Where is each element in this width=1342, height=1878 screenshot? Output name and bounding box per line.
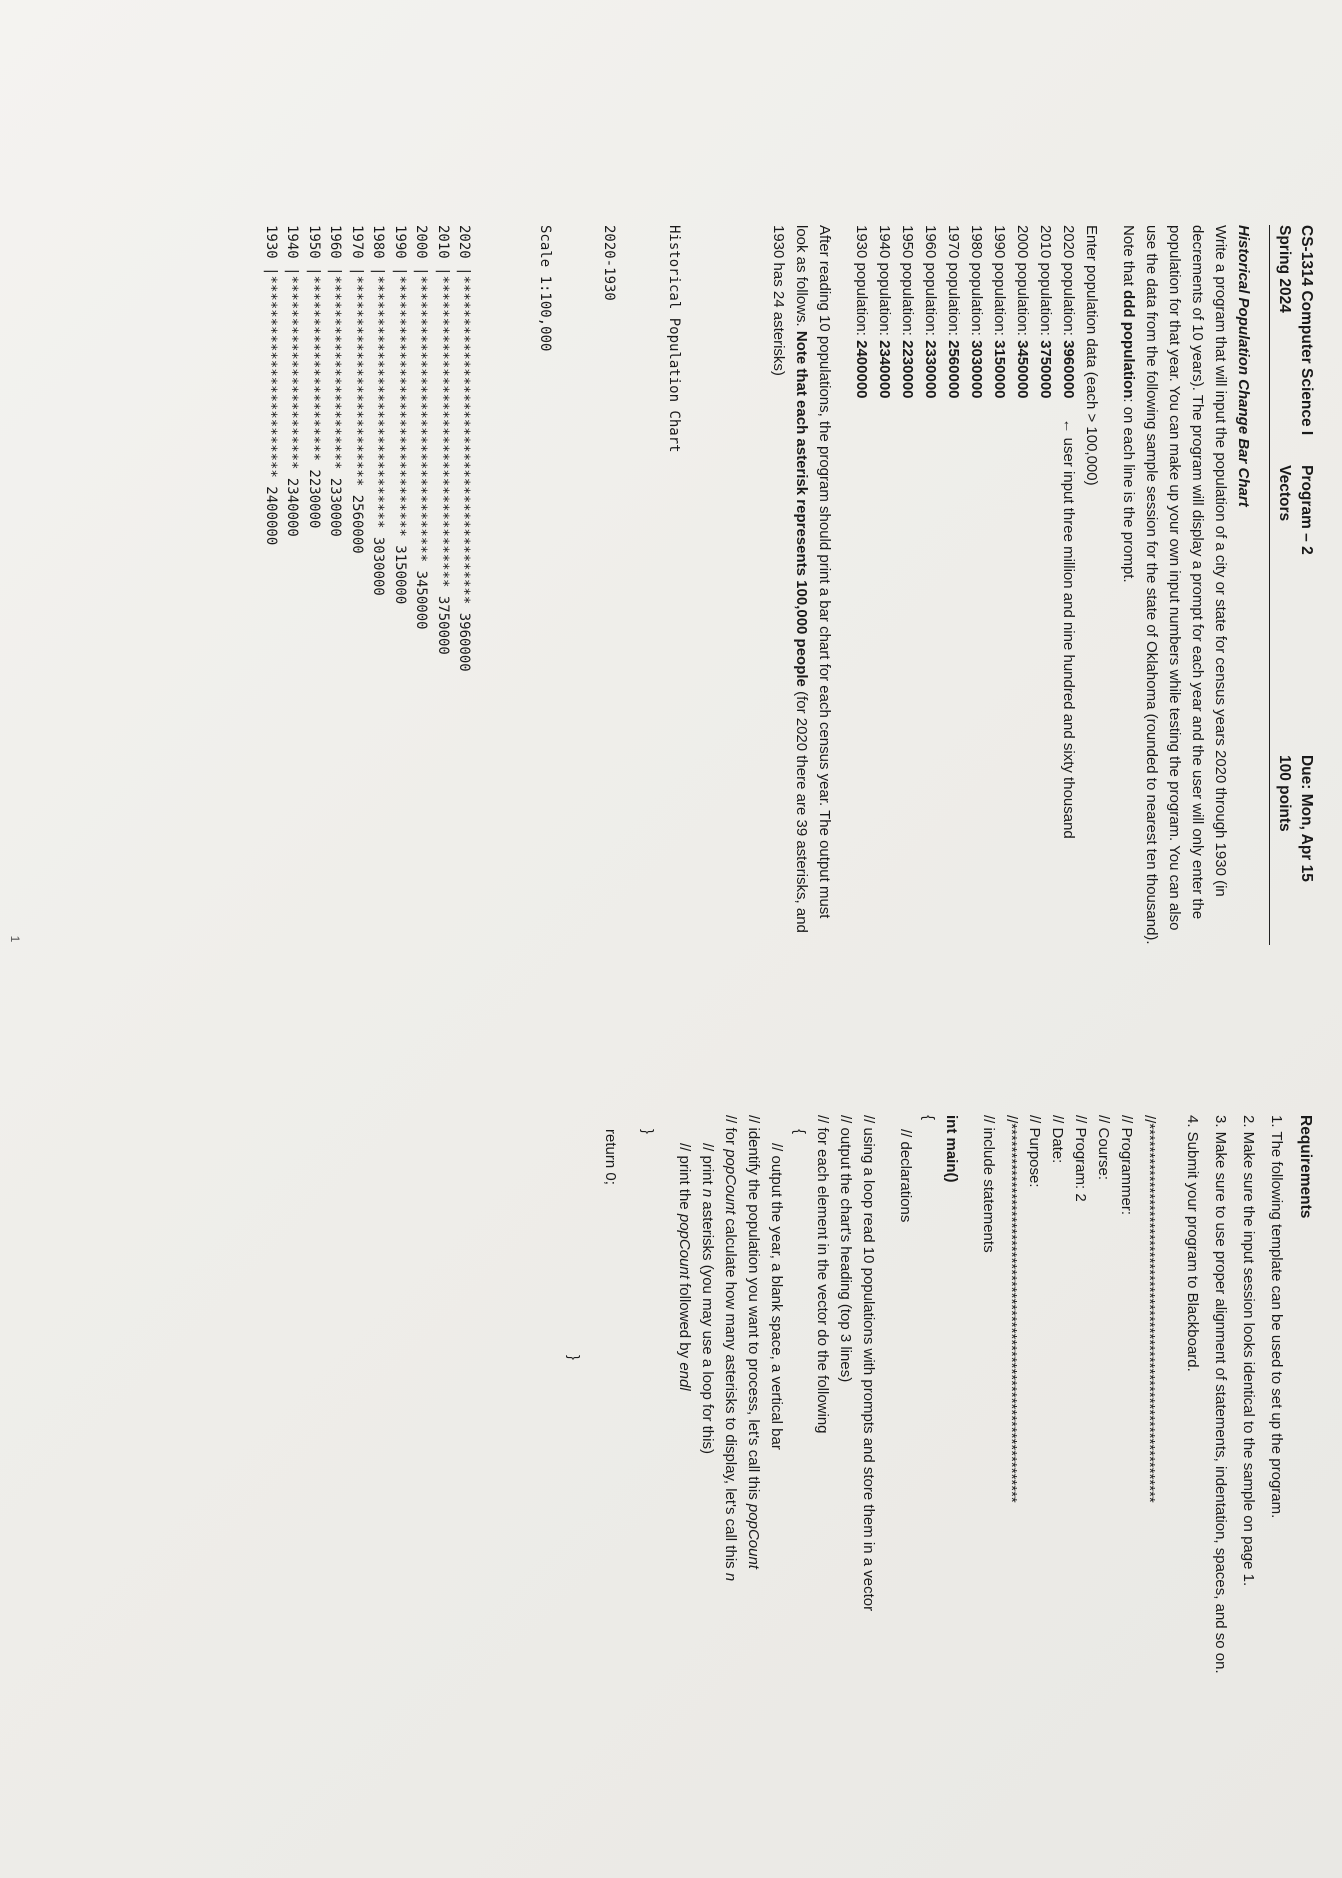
tpl-print-n bbox=[696, 1115, 719, 1855]
after-text-end: (for 2020 there are 39 asterisks, and 1930 has 24 asterisks) bbox=[770, 225, 810, 933]
session-entry-value: 3150000 bbox=[991, 340, 1008, 399]
session-prompt: Enter population data (each > 100,000) bbox=[1083, 225, 1100, 486]
chart-row: 1940 |*********************** 2340000 bbox=[284, 225, 301, 537]
requirements-list bbox=[1181, 1115, 1288, 1855]
tpl-main: int main() bbox=[943, 1115, 960, 1183]
session-entry-value: 3960000 bbox=[1060, 340, 1077, 399]
tpl-for-each: // for each element in the vector do the following bbox=[814, 1115, 831, 1434]
tpl-course: // Course: bbox=[1095, 1115, 1112, 1181]
chart-row: 1990 |******************************* 3150000 bbox=[392, 225, 408, 605]
session-annotation: ← user input three million and nine hundred and sixty thousand bbox=[1060, 418, 1077, 839]
requirement-item: 3. Make sure to use proper alignment of statements, indentation, spaces, and so on. bbox=[1212, 1115, 1229, 1674]
right-column bbox=[562, 1115, 1317, 1855]
session-entry-label: 2020 population: bbox=[1060, 225, 1077, 341]
tpl-program: // Program: 2 bbox=[1072, 1115, 1089, 1202]
tpl-loop-read: // using a loop read 10 populations with prompts and store them in a vector bbox=[860, 1115, 877, 1612]
chart-row: 2000 |********************************** 3450000 bbox=[413, 225, 430, 630]
session-entry-value: 3750000 bbox=[1037, 340, 1054, 399]
chart-row: 1950 |********************** 2230000 bbox=[306, 225, 322, 529]
session-entry bbox=[1057, 225, 1080, 945]
tpl-output-year: // output the year, a blank space, a vertical bar bbox=[768, 1143, 785, 1450]
chart-heading bbox=[491, 225, 728, 945]
chart-row: 1960 |*********************** 2330000 bbox=[327, 225, 344, 537]
description-text: Write a program that will input the population of a city or state for census years 2020 through 1930 (in decrements of 10 years). The program will display a prompt for each year and the user will only enter the population for that year. You can make up your own input numbers while testing the program. You can also use the data from the following sample session for the state of Oklahoma (rounded to nearest ten thousand). Note that bbox=[1120, 225, 1229, 945]
tpl-calc-text: // for bbox=[722, 1115, 739, 1150]
tpl-printpop-text2: followed by bbox=[676, 1278, 693, 1363]
session-entries bbox=[850, 225, 1080, 945]
session-entry-value: 3450000 bbox=[1014, 340, 1031, 399]
tpl-calc-var: popCount bbox=[722, 1149, 739, 1215]
assignment-description bbox=[1117, 225, 1232, 945]
tpl-printpop-var2: endl bbox=[676, 1362, 693, 1391]
tpl-close-brace: } bbox=[565, 1355, 582, 1361]
tpl-stars-top: //***************************************************************** bbox=[1141, 1115, 1158, 1503]
session-entry-value: 3030000 bbox=[968, 340, 985, 399]
due-date: Due: Mon, Apr 15 bbox=[1298, 754, 1315, 882]
description-text-end: : on each line is the prompt. bbox=[1120, 398, 1137, 583]
chart-row: 2010 |************************************* 3750000 bbox=[435, 225, 451, 655]
requirement-item: 4. Submit your program to Blackboard. bbox=[1184, 1115, 1201, 1372]
session-entry bbox=[919, 225, 942, 945]
tpl-identify-var: popCount bbox=[745, 1503, 762, 1569]
tpl-identify-text: // identify the population you want to process, let's call this bbox=[745, 1115, 762, 1504]
tpl-heading: // output the chart's heading (top 3 lines) bbox=[837, 1115, 854, 1383]
header-rule bbox=[1269, 225, 1270, 945]
tpl-inner-open: { bbox=[791, 1129, 808, 1135]
session-entry bbox=[1011, 225, 1034, 945]
requirement-item: 2. Make sure the input session looks identical to the sample on page 1. bbox=[1240, 1115, 1257, 1587]
tpl-inner-close: } bbox=[639, 1129, 656, 1135]
tpl-printpop-var: popCount bbox=[676, 1213, 693, 1279]
session-entry-label: 1940 population: bbox=[876, 225, 893, 341]
session-entry-label: 2000 population: bbox=[1014, 225, 1031, 341]
tpl-print-var: n bbox=[699, 1188, 716, 1198]
page-number: 1 bbox=[8, 935, 22, 943]
tpl-include: // include statements bbox=[980, 1115, 997, 1253]
chart-output bbox=[260, 225, 475, 945]
session-entry-label: 1950 population: bbox=[899, 225, 916, 341]
after-text: After reading 10 populations, the program should print a bar chart for each census year. The output must look as follows. bbox=[793, 225, 833, 919]
header bbox=[1273, 225, 1317, 945]
session-entry-value: 2560000 bbox=[945, 340, 962, 399]
tpl-calc-var2: n bbox=[722, 1572, 739, 1582]
description-bold: ddd population bbox=[1120, 290, 1137, 399]
session-entry bbox=[873, 225, 896, 945]
tpl-print-pop bbox=[673, 1115, 696, 1855]
code-template bbox=[562, 1115, 1175, 1855]
session-entry-value: 2340000 bbox=[876, 340, 893, 399]
session-entry-label: 1970 population: bbox=[945, 225, 962, 341]
chart-heading-scale: Scale 1:100,000 bbox=[537, 225, 553, 352]
program-topic: Vectors bbox=[1276, 465, 1293, 522]
session-entry bbox=[896, 225, 919, 945]
chart-heading-range: 2020-1930 bbox=[601, 225, 618, 301]
tpl-date: // Date: bbox=[1049, 1115, 1066, 1164]
term: Spring 2024 bbox=[1276, 225, 1293, 313]
after-bold: Note that each asterisk represents 100,000 people bbox=[793, 330, 810, 687]
tpl-open-brace: { bbox=[920, 1115, 937, 1121]
assignment-title: Historical Population Change Bar Chart bbox=[1235, 225, 1252, 507]
session-entry-value: 2330000 bbox=[922, 340, 939, 399]
tpl-print-text2: asterisks (you may use a loop for this) bbox=[699, 1197, 716, 1454]
header-middle bbox=[1273, 465, 1317, 725]
chart-row: 1970 |************************* 2560000 bbox=[349, 225, 365, 554]
tpl-purpose: // Purpose: bbox=[1026, 1115, 1043, 1188]
sample-session bbox=[850, 225, 1103, 945]
tpl-calc-text2: calculate how many asterisks to display, let's call this bbox=[722, 1214, 739, 1573]
chart-row: 1980 |****************************** 3030000 bbox=[370, 225, 387, 596]
session-entry-value: 2400000 bbox=[853, 340, 870, 399]
tpl-programmer: // Programmer: bbox=[1118, 1115, 1135, 1216]
requirements-title: Requirements bbox=[1297, 1115, 1314, 1219]
session-entry bbox=[942, 225, 965, 945]
program-number: Program – 2 bbox=[1298, 465, 1315, 555]
session-entry bbox=[1034, 225, 1057, 945]
session-entry-label: 1930 population: bbox=[853, 225, 870, 341]
session-entry-label: 2010 population: bbox=[1037, 225, 1054, 341]
tpl-printpop-text: // print the bbox=[676, 1143, 693, 1214]
tpl-calc bbox=[719, 1115, 742, 1855]
header-left bbox=[1273, 225, 1317, 435]
header-right bbox=[1273, 755, 1317, 945]
session-entry-label: 1980 population: bbox=[968, 225, 985, 341]
tpl-stars-bottom: //***************************************************************** bbox=[1003, 1115, 1020, 1503]
session-entry bbox=[965, 225, 988, 945]
session-entry bbox=[988, 225, 1011, 945]
chart-heading-title: Historical Population Chart bbox=[666, 225, 682, 453]
requirement-item: 1. The following template can be used to set up the program. bbox=[1268, 1115, 1285, 1519]
after-paragraph bbox=[767, 225, 836, 945]
tpl-declarations: // declarations bbox=[897, 1129, 914, 1223]
points: 100 points bbox=[1276, 754, 1293, 832]
left-column bbox=[260, 225, 1318, 945]
tpl-identify bbox=[742, 1115, 765, 1855]
chart-row: 1930 |************************ 2400000 bbox=[263, 225, 279, 546]
tpl-return: return 0; bbox=[602, 1129, 619, 1185]
session-entry-value: 2230000 bbox=[899, 340, 916, 399]
session-entry-label: 1960 population: bbox=[922, 225, 939, 341]
session-entry bbox=[850, 225, 873, 945]
course-title: CS-1314 Computer Science I bbox=[1298, 225, 1315, 436]
tpl-print-text: // print bbox=[699, 1143, 716, 1189]
chart-row: 2020 |*************************************** 3960000 bbox=[456, 225, 473, 672]
session-entry-label: 1990 population: bbox=[991, 225, 1008, 341]
